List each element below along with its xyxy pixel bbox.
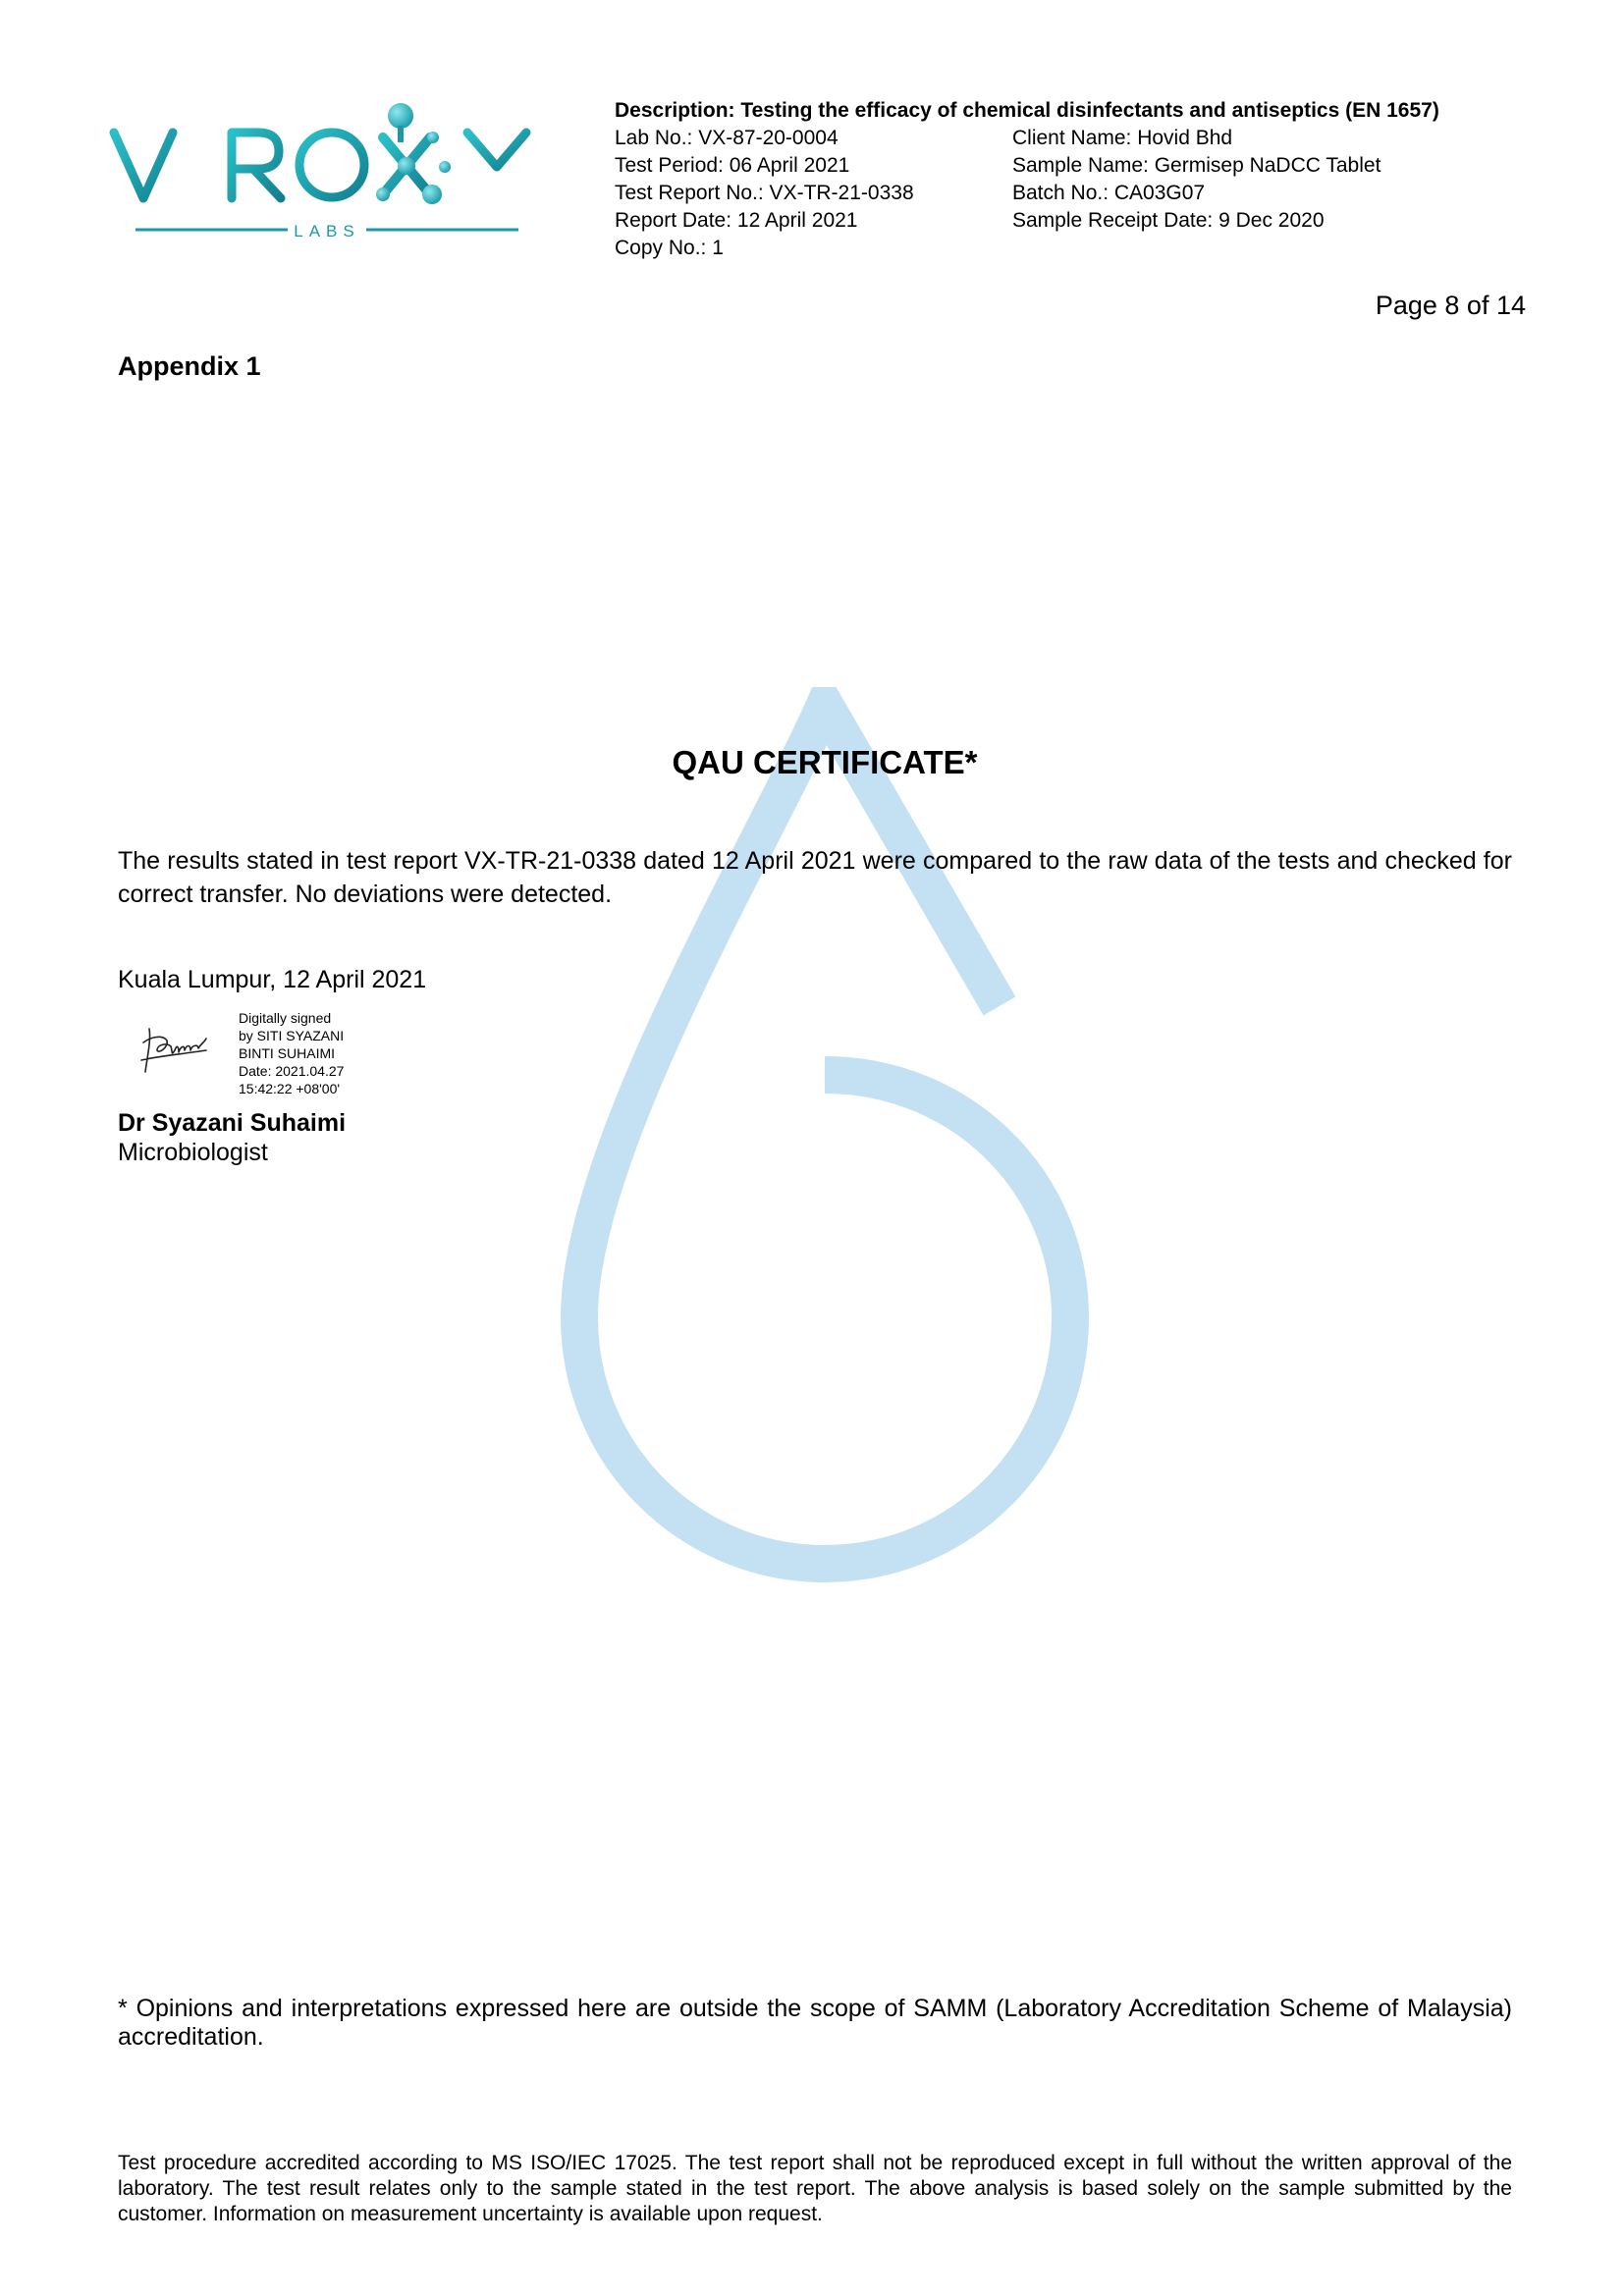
- header-left-column: [615, 125, 914, 262]
- place-and-date: Kuala Lumpur, 12 April 2021: [118, 966, 427, 993]
- report-description: Description: Testing the efficacy of chemical disinfectants and antiseptics (EN 1657): [615, 99, 1439, 122]
- report-date: Report Date: 12 April 2021: [615, 209, 858, 232]
- lab-number: Lab No.: VX-87-20-0004: [615, 127, 839, 149]
- svg-text:LABS: LABS: [294, 222, 360, 240]
- test-report-number: Test Report No.: VX-TR-21-0338: [615, 182, 914, 204]
- header-right-column: [1012, 125, 1380, 235]
- test-period: Test Period: 06 April 2021: [615, 154, 850, 177]
- sample-receipt-date: Sample Receipt Date: 9 Dec 2020: [1012, 209, 1325, 232]
- certificate-body: The results stated in test report VX-TR-21-0338 dated 12 April 2021 were compared to the raw data of the tests and checked for correct transfer. No deviations were detected.: [118, 847, 1512, 908]
- copy-number: Copy No.: 1: [615, 237, 724, 259]
- digital-signature-details: [239, 1009, 344, 1097]
- accreditation-footnote: * Opinions and interpretations expressed here are outside the scope of SAMM (Laboratory Accreditation Scheme of Malaysia) accreditation.: [118, 1995, 1512, 2051]
- appendix-heading: Appendix 1: [118, 351, 261, 381]
- digital-signature-line: 15:42:22 +08'00': [239, 1081, 341, 1096]
- viroxy-labs-logo: [106, 98, 548, 245]
- sample-name: Sample Name: Germisep NaDCC Tablet: [1012, 154, 1381, 177]
- page-number: Page 8 of 14: [1375, 291, 1526, 320]
- signatory-name: Dr Syazani Suhaimi: [118, 1109, 347, 1137]
- certificate-title: QAU CERTIFICATE*: [672, 744, 978, 780]
- handwritten-signature: [137, 1021, 216, 1080]
- droplet-watermark: [550, 687, 1100, 1610]
- client-name: Client Name: Hovid Bhd: [1012, 127, 1233, 149]
- digital-signature-line: by SITI SYAZANI: [239, 1028, 345, 1043]
- batch-number: Batch No.: CA03G07: [1012, 182, 1206, 204]
- digital-signature-line: Digitally signed: [239, 1010, 332, 1026]
- signatory-title: Microbiologist: [118, 1139, 268, 1166]
- legal-disclaimer: Test procedure accredited according to MS ISO/IEC 17025. The test report shall not be reproduced except in full without the written approval of the laboratory. The test result relates only to the sample stated in the test report. The above analysis is based solely on the sample submitted by the customer. Information on measurement uncertainty is available upon request.: [118, 2152, 1512, 2225]
- digital-signature-line: Date: 2021.04.27: [239, 1063, 345, 1079]
- digital-signature-line: BINTI SUHAIMI: [239, 1045, 336, 1061]
